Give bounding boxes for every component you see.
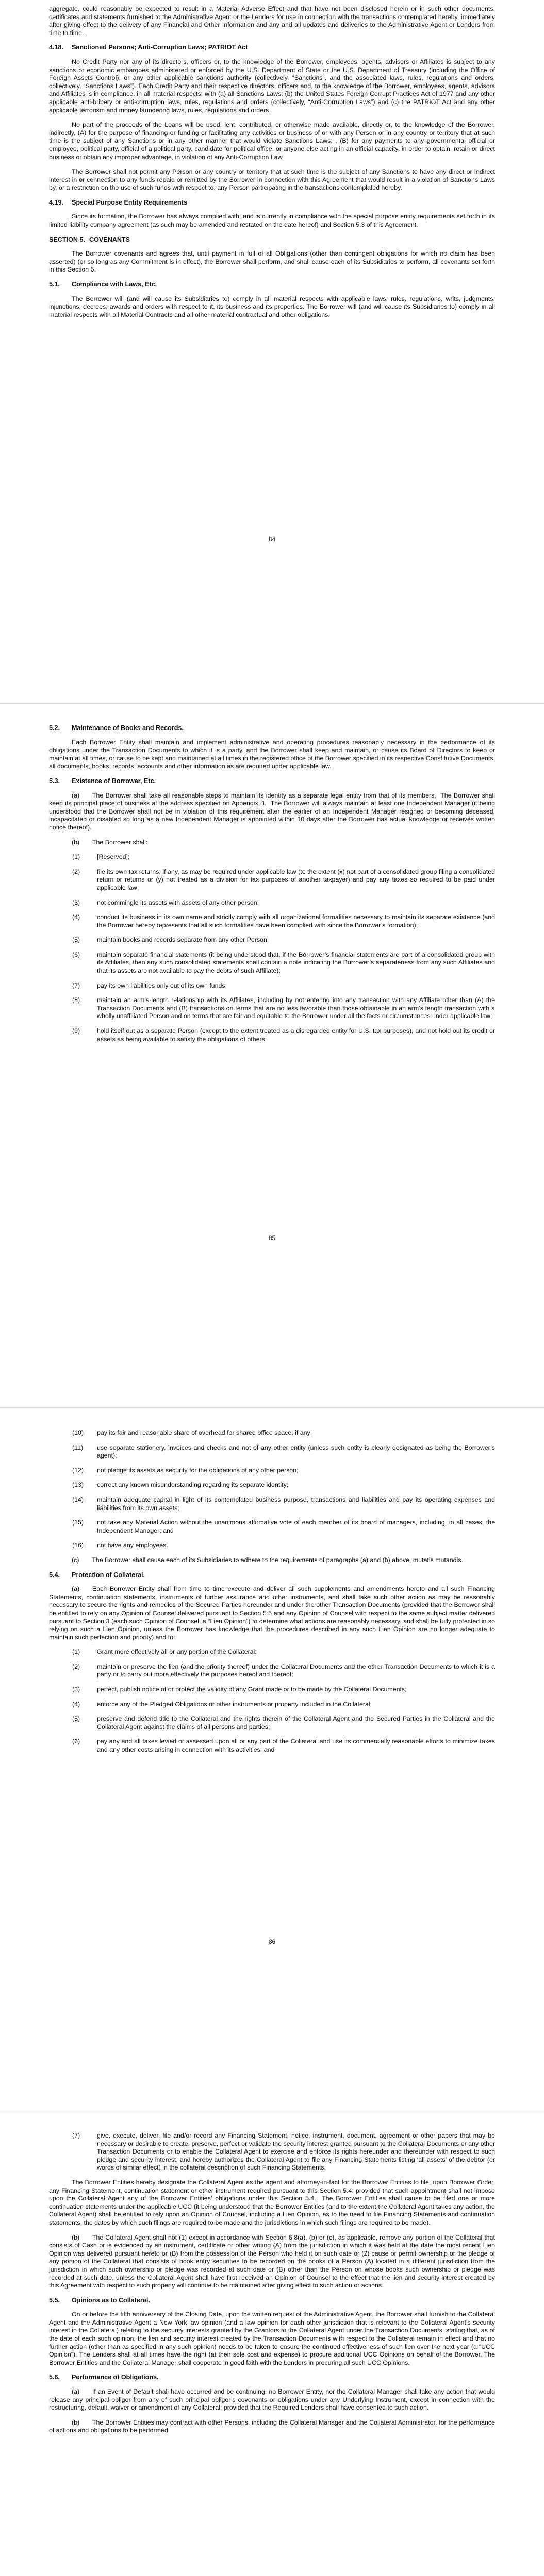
item-number: (1) [72, 853, 80, 861]
item-number: (8) [72, 996, 80, 1004]
list-item [49, 1481, 495, 1489]
list-item [49, 1701, 495, 1709]
item-text: not pledge its assets as security for the obligations of any other person; [97, 1466, 299, 1474]
section-number: 4.18. [49, 44, 64, 52]
section-number: 5.6. [49, 2374, 60, 2381]
section-heading [49, 1571, 495, 1580]
section-number: 5.2. [49, 724, 60, 732]
list-item [49, 899, 495, 907]
article-number: SECTION 5. [49, 235, 85, 243]
paragraph: The Borrower shall not permit any Person or any country or territory that at such time is the subject of any Sanctions to have any direct or indirect interest in or connection to any funds repaid or remitted by the Borrower in connection with this Agreement that would result in a violation of Sanctions Laws by, or a restriction on the use of such funds with respect to, any Person participating in the transactions contemplated hereby. [49, 168, 495, 192]
paragraph: No Credit Party nor any of its directors, officers or, to the knowledge of the Borrower, employees, agents, advisors or Affiliates is subject to any sanctions or economic embargoes administered or enforced by the U.S. Department of State or the U.S. Department of Treasury (including the Office of Foreign Assets Control), or any other applicable sanctions authority (collectively, “Sanctions”, and the associated laws, rules, regulations and orders, collectively, “Sanctions Laws”). Each Credit Party and their respective directors, officers and, to the knowledge of the Borrower, employees, agents, advisors and Affiliates is in compliance, in all material respects, with (a) all Sanctions Laws; (b) the United States Foreign Corrupt Practices Act of 1977 and any other applicable anti-bribery or anti-corruption laws, rules, regulations and orders (collectively, “Anti-Corruption Laws”) and (c) the PATRIOT Act and any other applicable terrorism and money laundering laws, rules, regulations and orders. [49, 58, 495, 114]
section-number: 5.4. [49, 1571, 60, 1579]
paragraph: The Borrower Entities hereby designate the Collateral Agent as the agent and attorney-in-fact for the Borrower Entities to file, upon Borrower Order, any Financing Statement, continuation statement or other instrument required pursuant to this Section 5.4; provided that such appointment shall not impose upon the Collateral Agent any of the Borrower Entities’ obligations under this Section 5.4. The Borrower Entities shall cause to be filed one or more continuation statements under the applicable UCC (it being understood that the Borrower Entities (and to the extent the Collateral Agent takes any action, the Collateral Agent) shall be entitled to rely upon an Opinion of Counsel, including a Lien Opinion, as to the need to file Financing Statements and continuation statements, the dates by which such filings are required to be made and the jurisdictions in which such filings are required to be made). [49, 2178, 495, 2226]
page-number: 86 [268, 1938, 276, 1945]
section-title: Protection of Collateral. [72, 1571, 145, 1579]
item-number: (3) [72, 899, 80, 906]
section-heading [49, 199, 495, 207]
list-item [49, 1444, 495, 1460]
item-text: preserve and defend title to the Collateral and the rights therein of the Collateral Agent and the Secured Parties in the Collateral and the Collateral Agent against the claims of all persons and parties; [97, 1715, 495, 1731]
item-text: file its own tax returns, if any, as may be required under applicable law (to the extent (x) not part of a consolidated group filing a consolidated return or returns or (y) not treated as a division for tax purposes of another taxpayer) and pay any taxes so required to be paid under applicable law; [97, 868, 495, 891]
item-number: (2) [72, 868, 80, 875]
item-number: (1) [72, 1648, 80, 1656]
paragraph: (a) If an Event of Default shall have occurred and be continuing, no Borrower Entity, nor the Collateral Manager shall take any action that would release any principal obligor from any of such principal obligor’s covenants or obligations under any Underlying Instrument, except in connection with the restructuring, default, waiver or amendment of any Collateral; provided that the Required Lenders shall have consented to such action. [49, 2388, 495, 2412]
item-text: maintain an arm’s-length relationship with its Affiliates, including by not entering into any transaction with any Affiliate other than (A) the Transaction Documents and (B) transactions on terms that are no less favorable than those obtainable in an arm’s length transaction with a wholly unaffiliated Person and on terms that are fair and equitable to the Borrower under all the facts or circumstances under applicable law; [97, 996, 495, 1020]
page [0, 704, 544, 1407]
item-text: maintain adequate capital in light of its contemplated business purpose, transactions and liabilities and pay its operating expenses and liabilities from its own assets; [97, 1496, 495, 1512]
list-item [49, 1686, 495, 1694]
list-item [49, 1429, 495, 1437]
item-text: maintain books and records separate from any other Person; [97, 936, 269, 944]
list-item [49, 1519, 495, 1535]
section-title: Existence of Borrower, Etc. [72, 777, 156, 785]
item-number: (14) [72, 1496, 84, 1503]
list-item [49, 1715, 495, 1731]
item-number: (9) [72, 1027, 80, 1035]
paragraph: (b) The Borrower Entities may contract with other Persons, including the Collateral Manager and the Collateral Administrator, for the performance of actions and obligations to be performed [49, 2418, 495, 2434]
paragraph: (c) The Borrower shall cause each of its Subsidiaries to adhere to the requirements of paragraphs (a) and (b) above, mutatis mutandis. [72, 1556, 463, 1564]
section-heading [49, 44, 495, 52]
paragraph: (b) The Collateral Agent shall not (1) except in accordance with Section 6.8(a), (b) or (c), as applicable, remove any portion of the Collateral that consists of Cash or is evidenced by an instrument, certificate or other writing (A) from the jurisdiction in which it was held at the date the most recent Lien Opinion was delivered pursuant hereto or (B) from the possession of the Person who held it on such date or (2) cause or permit ownership or the pledge of any portion of the Collateral that consists of book entry securities to be recorded on the books of a Person (A) located in a different jurisdiction from the jurisdiction in which such ownership or pledge was recorded at such date or (B) other than the Person on whose books such ownership or pledge was recorded at such date, unless the Collateral Agent shall have first received an Opinion of Counsel to the effect that the lien and security interest created by this Agreement with respect to such property will continue to be maintained after giving effect to such action or actions. [49, 2233, 495, 2290]
item-text: not commingle its assets with assets of any other person; [97, 899, 259, 906]
section-title: Opinions as to Collateral. [72, 2296, 150, 2304]
list-item [49, 913, 495, 929]
item-text: not have any employees. [97, 1541, 168, 1549]
item-text: pay any and all taxes levied or assessed upon all or any part of the Collateral and use its commercially reasonable efforts to minimize taxes and any other costs arising in connection with its activities; and [97, 1738, 495, 1754]
list-item [49, 951, 495, 975]
list-item [49, 2132, 495, 2172]
item-text: Grant more effectively all or any portion of the Collateral; [97, 1648, 257, 1656]
item-text: perfect, publish notice of or protect the validity of any Grant made or to be made by the Collateral Documents; [97, 1686, 407, 1693]
list-item [49, 1738, 495, 1754]
item-number: (5) [72, 936, 80, 944]
list-item [49, 1648, 495, 1656]
item-number: (6) [72, 951, 80, 958]
section-number: 5.1. [49, 281, 60, 289]
item-text: [Reserved]; [97, 853, 130, 861]
list-item [49, 936, 495, 944]
list-item [49, 853, 495, 861]
item-text: pay its own liabilities only out of its own funds; [97, 981, 227, 989]
page-content [49, 724, 495, 1050]
section-heading [49, 281, 495, 289]
section-title: Special Purpose Entity Requirements [72, 198, 187, 206]
list-item [49, 1467, 495, 1475]
page-number: 84 [268, 536, 276, 543]
item-text: maintain or preserve the lien (and the priority thereof) under the Collateral Documents and the other Transaction Documents to which it is a party or to carry out more effectively the purposes hereof and thereof; [97, 1663, 495, 1679]
section-title: Maintenance of Books and Records. [72, 724, 184, 732]
list-item [49, 1541, 495, 1550]
page-content [49, 1429, 495, 1761]
paragraph: Each Borrower Entity shall maintain and implement administrative and operating procedures reasonably necessary in the performance of its obligations under the Transaction Documents to which it is a party, and the Borrower shall keep and maintain, or cause its Board of Directors to keep or maintain at all times, or cause to be kept and maintained at all times in the registered office of the Borrower specified in its respective Constitutive Documents, all documents, books, records, accounts and other information as are required under applicable law. [49, 738, 495, 770]
item-number: (7) [72, 2132, 80, 2139]
paragraph: The Borrower covenants and agrees that, until payment in full of all Obligations (other than contingent obligations for which no claim has been asserted) (or so long as any Commitment is in effect), the Borrower shall perform, and shall cause each of its Subsidiaries to perform, all covenants set forth in this Section 5. [49, 250, 495, 274]
item-text: maintain separate financial statements (it being understood that, if the Borrower’s financial statements are part of a consolidated group with its Affiliates, then any such consolidated statements shall contain a note indicating the Borrower’s separateness from any such Affiliates and that its assets are not available to pay the debts of such Affiliate); [97, 951, 495, 975]
list-item [49, 1027, 495, 1043]
list-item [49, 868, 495, 892]
item-number: (16) [72, 1541, 84, 1549]
page-content [49, 2132, 495, 2442]
section-title: Performance of Obligations. [72, 2374, 159, 2381]
item-number: (5) [72, 1715, 80, 1723]
item-number: (2) [72, 1663, 80, 1670]
item-text: not take any Material Action without the unanimous affirmative vote of each member of its board of managers, including, in all cases, the Independent Manager; and [97, 1519, 495, 1534]
section-title: Compliance with Laws, Etc. [72, 281, 157, 289]
section-heading [49, 724, 495, 733]
section-heading [49, 777, 495, 786]
item-text: use separate stationery, invoices and checks and not of any other entity (unless such entity is clearly designated as being the Borrower’s agent); [97, 1444, 495, 1460]
item-number: (11) [72, 1444, 84, 1451]
item-number: (6) [72, 1738, 80, 1745]
section-number: 5.5. [49, 2296, 60, 2304]
paragraph: Since its formation, the Borrower has always complied with, and is currently in compliance with the special purpose entity requirements set forth in its limited liability company agreement (as such may be amended and restated on the date hereof) and Section 5.3 of this Agreement. [49, 213, 495, 229]
item-text: pay its fair and reasonable share of overhead for shared office space, if any; [97, 1429, 312, 1436]
item-number: (12) [72, 1466, 84, 1474]
paragraph: (b) The Borrower shall: [72, 838, 148, 846]
section-heading [49, 2374, 495, 2382]
item-number: (3) [72, 1686, 80, 1693]
page [0, 2111, 544, 2576]
item-text: conduct its business in its own name and strictly comply with all organizational formalities necessary to maintain its separate existence (and the Borrower hereby represents that all such formalities have been complied with since the Borrower’s formation); [97, 913, 495, 929]
paragraph: (a) Each Borrower Entity shall from time to time execute and deliver all such supplements and amendments hereto and all such Financing Statements, continuation statements, instruments of further assurance and other instruments, and shall take such other action as may be reasonably necessary to secure the rights and remedies of the Secured Parties hereunder and under the other Transaction Documents (provided that the Borrower shall be entitled to rely on any Opinion of Counsel delivered pursuant to Section 5.5 and any Opinion of Counsel with respect to the same subject matter delivered pursuant to Section 3 (each such Opinion of Counsel, a “Lien Opinion”) to determine what actions are reasonably necessary, and shall be fully protected in so relying on such a Lien Opinion, unless the Borrower has knowledge that the procedures described in any such Lien Opinion are no longer adequate to maintain such perfection and priority) and to: [49, 1585, 495, 1641]
page [0, 1408, 544, 2111]
article-title: COVENANTS [89, 235, 130, 243]
item-text: give, execute, deliver, file and/or record any Financing Statement, notice, instrument, document, agreement or other papers that may be necessary or desirable to create, preserve, perfect or validate the security interest granted pursuant to the Collateral Documents or any other Transaction Documents or to enable the Collateral Agent to exercise and enforce its rights hereunder and thereunder with respect to such pledge and security interest, and hereby authorizes the Collateral Agent to file any Financing Statements listing ‘all assets’ of the debtor (or words of similar effect) in the collateral description of such Financing Statements. [97, 2132, 495, 2172]
section-heading [49, 2297, 495, 2305]
page [0, 0, 544, 703]
item-number: (4) [72, 913, 80, 921]
list-item [49, 1663, 495, 1679]
item-text: enforce any of the Pledged Obligations or other instruments or property included in the Collateral; [97, 1700, 372, 1708]
page-number: 85 [268, 1234, 276, 1242]
paragraph: No part of the proceeds of the Loans will be used, lent, contributed, or otherwise made available, directly or, to the knowledge of the Borrower, indirectly, (A) for the purpose of financing or funding or facilitating any activities or business of or with any Person or in any country or territory that at such time is the subject of any Sanctions or in any other manner that would violate Sanctions Laws; , (B) for any payments to any governmental official or employee, political party, official of a political party, candidate for political office, or anyone else acting in an official capacity, in order to obtain, retain or direct business or obtain any improper advantage, in violation of any Anti-Corruption Law. [49, 121, 495, 161]
item-number: (10) [72, 1429, 84, 1436]
item-number: (7) [72, 981, 80, 989]
page-content [49, 5, 495, 326]
paragraph: aggregate, could reasonably be expected to result in a Material Adverse Effect and that have not been disclosed herein or in such other documents, certificates and statements furnished to the Administrative Agent or the Lenders for use in connection with the transactions contemplated hereby, immediately after giving effect to the delivery of any Financial and Other Information and any and all updates and deliveries to the Administrative Agent or Lenders from time to time. [49, 5, 495, 37]
list-item [49, 996, 495, 1021]
item-text: hold itself out as a separate Person (except to the extent treated as a disregarded entity for U.S. tax purposes), and not hold out its credit or assets as being available to satisfy the obligations of others; [97, 1027, 495, 1043]
section-number: 4.19. [49, 198, 64, 206]
paragraph: The Borrower will (and will cause its Subsidiaries to) comply in all material respects with applicable laws, rules, regulations, writs, judgments, injunctions, decrees, awards and orders with respect to it, its business and its properties. The Borrower will (and will cause its Subsidiaries to) comply in all material respects with all Material Contracts and all other material contractual and other obligations. [49, 295, 495, 318]
item-number: (15) [72, 1519, 84, 1527]
paragraph: On or before the fifth anniversary of the Closing Date, upon the written request of the Administrative Agent, the Borrower shall furnish to the Collateral Agent and the Administrative Agent a New York law opinion (and a law opinion for each other jurisdiction that is relevant to the Collateral Agent’s security interest in the Collateral) relating to the security interests granted by the Grantors to the Collateral Agent under the Transaction Documents, stating that, as of the date of each such opinion, the lien and security interest created by the Transaction Documents with respect to the Collateral remain in effect and that no further action (other than as specified in any such opinion) needs to be taken to ensure the continued effectiveness of such lien over the next year (a “UCC Opinion”). The Lenders shall at all times have the right (at their sole cost and expense) to procure additional UCC Opinions on behalf of the Borrower. The Borrower Entities and the Collateral Manager shall cooperate in good faith with the Lenders in procuring all such UCC Opinions. [49, 2311, 495, 2366]
section-title: Sanctioned Persons; Anti-Corruption Laws; PATRIOT Act [72, 44, 248, 52]
item-number: (13) [72, 1481, 84, 1489]
list-item [49, 982, 495, 990]
article-heading [49, 236, 495, 244]
item-text: correct any known misunderstanding regarding its separate identity; [97, 1481, 289, 1489]
list-item [49, 1496, 495, 1512]
item-number: (4) [72, 1700, 80, 1708]
section-number: 5.3. [49, 777, 60, 785]
paragraph: (a) The Borrower shall take all reasonable steps to maintain its identity as a separate legal entity from that of its members. The Borrower shall keep its principal place of business at the address specified on Appendix B. The Borrower will always maintain at least one Independent Manager (it being understood that the Borrower shall not be in violation of this requirement after the earlier of an Independent Manager resigned or becoming deceased, incapacitated or disabled so long as a new Independent Manager is appointed within 10 days after the Borrower has actual knowledge or receives written notice thereof). [49, 791, 495, 831]
